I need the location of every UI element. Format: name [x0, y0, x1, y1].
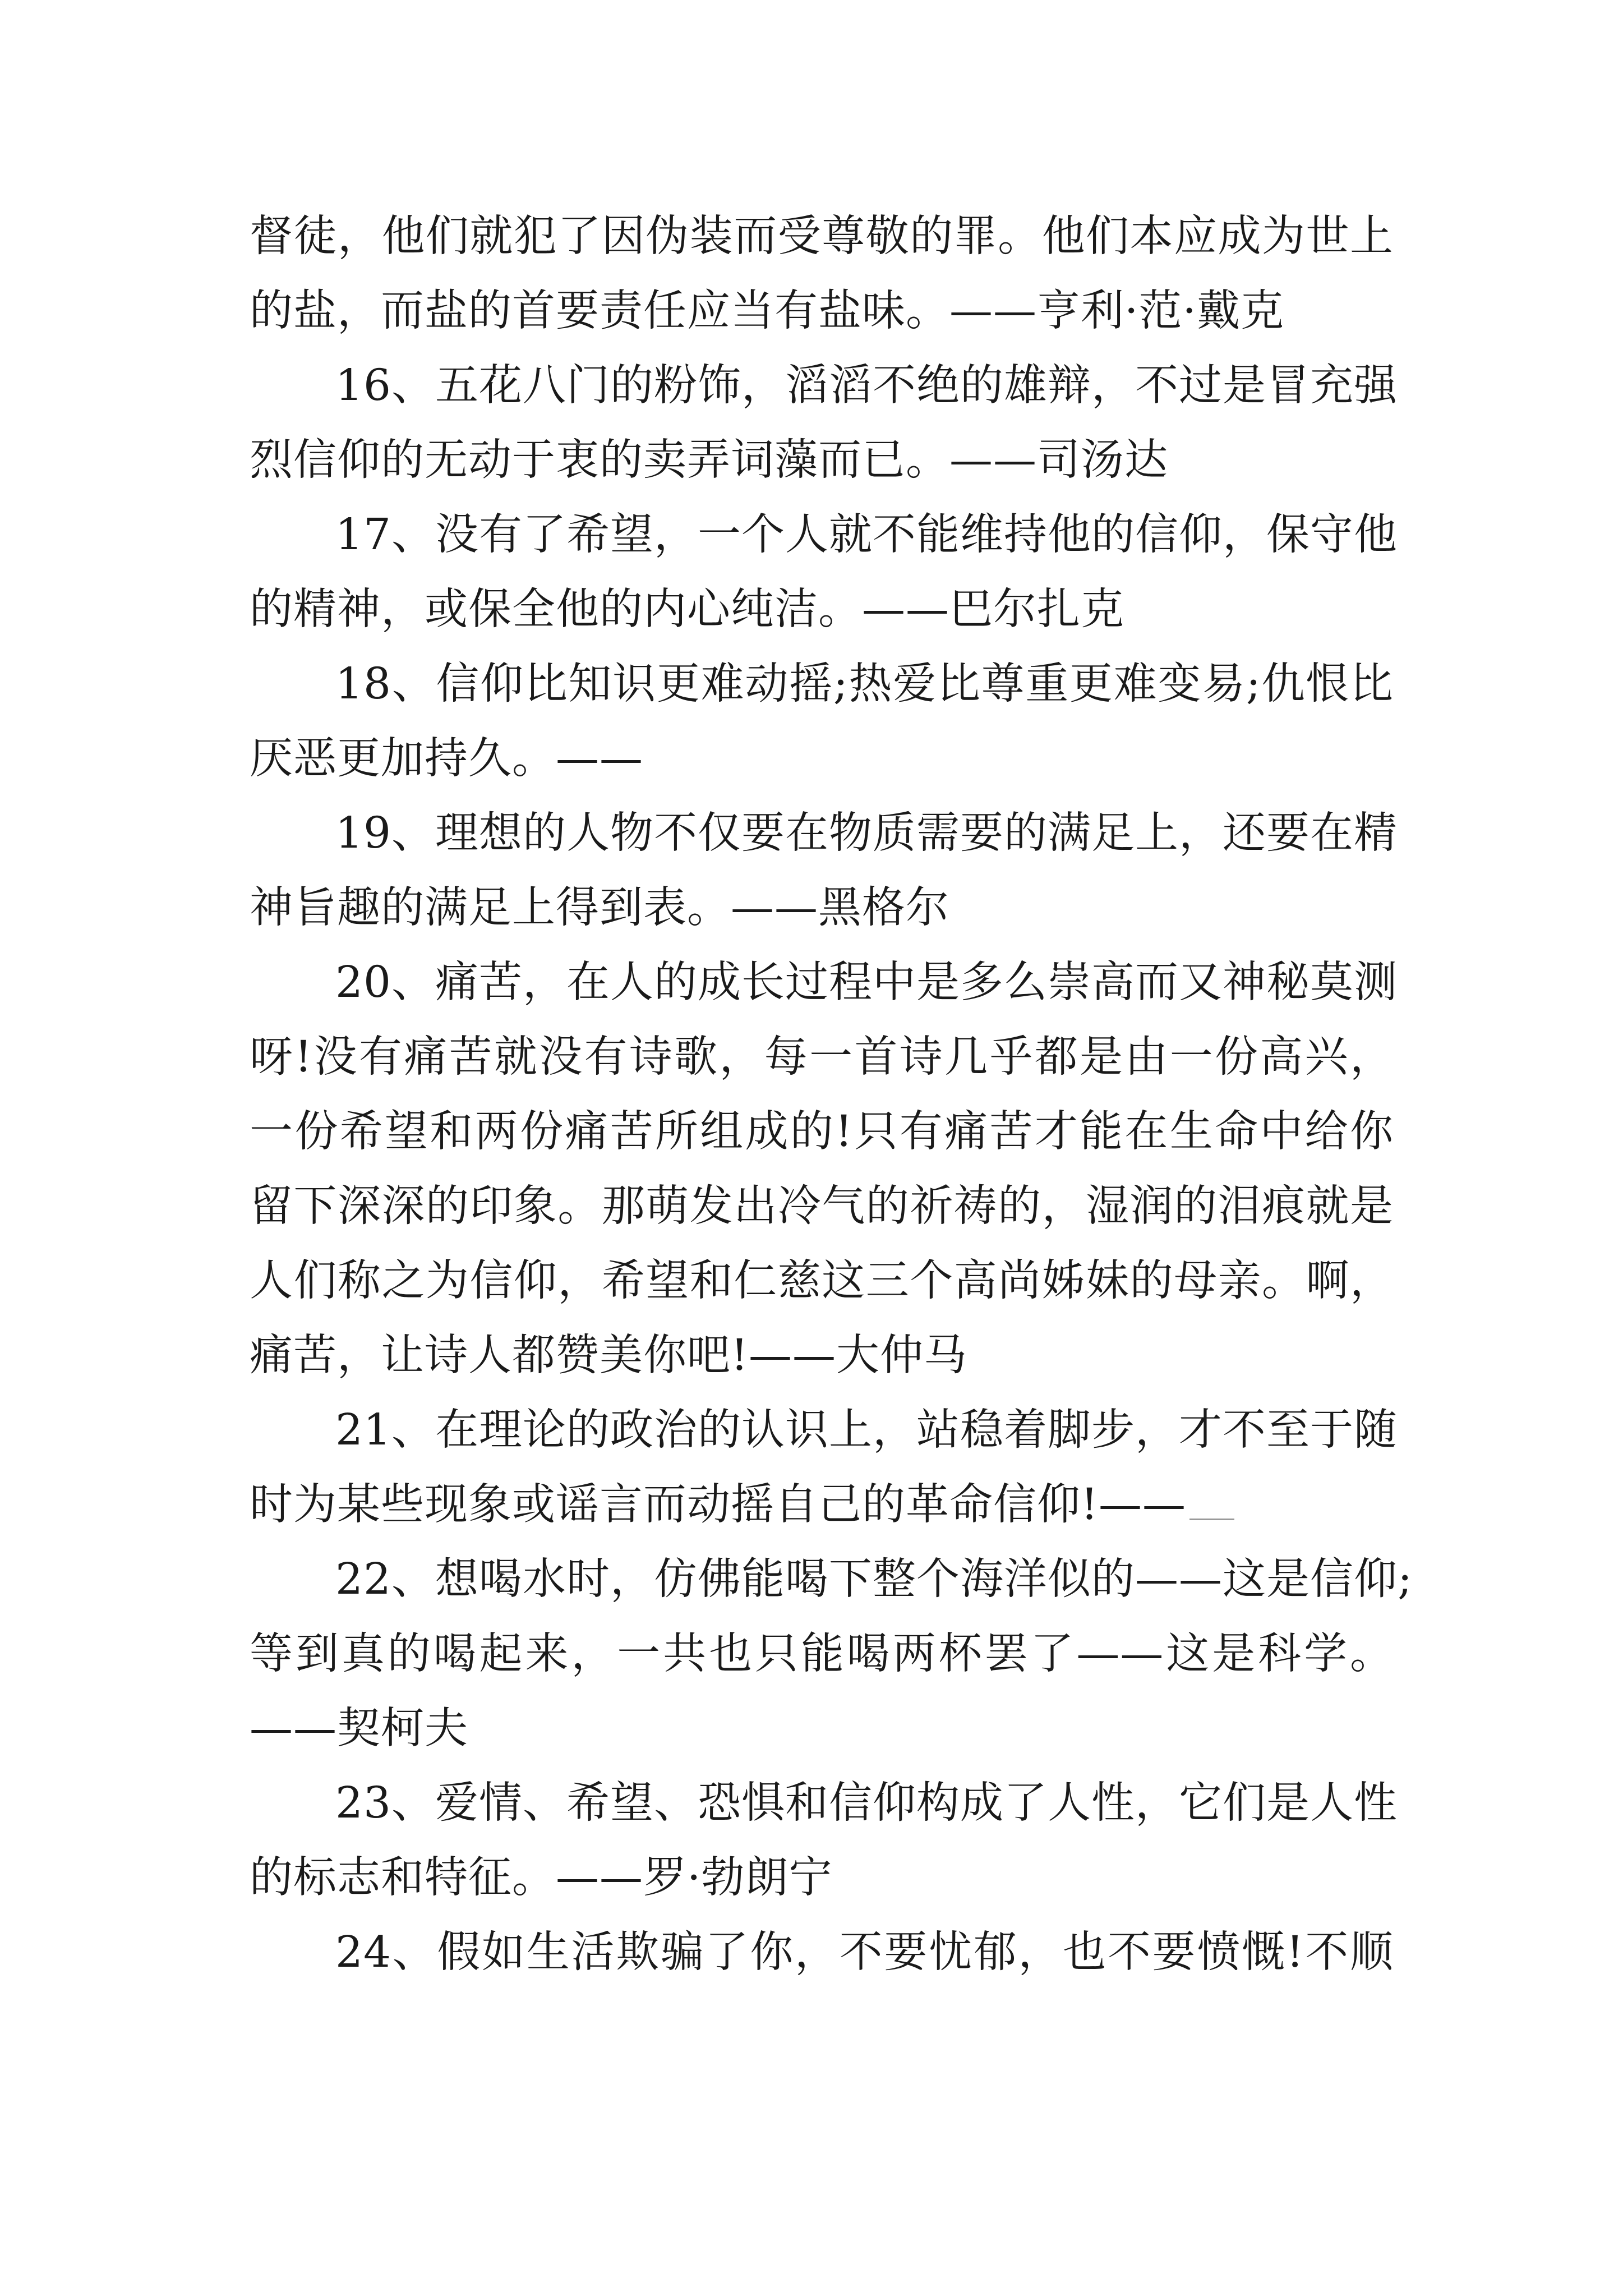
paragraph-16-line: 16、五花八门的粉饰，滔滔不绝的雄辩，不过是冒充强 [335, 361, 1398, 411]
paragraph-20-line: 20、痛苦，在人的成长过程中是多么崇高而又神秘莫测 [335, 958, 1398, 1007]
text-line: ——契柯夫 [250, 1704, 468, 1754]
text-line-with-blank [250, 1471, 1394, 1539]
text-line: 神旨趣的满足上得到表。——黑格尔 [250, 883, 949, 933]
text-line: 痛苦，让诗人都赞美你吧!——大仲马 [250, 1331, 967, 1381]
paragraph-23-line: 23、爱情、希望、恐惧和信仰构成了人性，它们是人性 [335, 1778, 1398, 1828]
paragraph-21-line: 21、在理论的政治的认识上，站稳着脚步，才不至于随 [335, 1405, 1398, 1455]
paragraph-18-line: 18、信仰比知识更难动摇;热爱比尊重更难变易;仇恨比 [335, 659, 1394, 709]
text-line: 督徒，他们就犯了因伪装而受尊敬的罪。他们本应成为世上 [250, 211, 1394, 261]
text-line: 一份希望和两份痛苦所组成的!只有痛苦才能在生命中给你 [250, 1107, 1394, 1157]
text-line: 的标志和特征。——罗·勃朗宁 [250, 1853, 833, 1903]
text-line: 厌恶更加持久。—— [250, 734, 643, 784]
text-line: 呀!没有痛苦就没有诗歌，每一首诗几乎都是由一份高兴， [250, 1032, 1394, 1082]
paragraph-17-line: 17、没有了希望，一个人就不能维持他的信仰，保守他 [335, 510, 1398, 560]
text-line: 烈信仰的无动于衷的卖弄词藻而已。——司汤达 [250, 435, 1168, 485]
text-line: 留下深深的印象。那萌发出冷气的祈祷的，湿润的泪痕就是 [250, 1181, 1394, 1231]
author-blank [1189, 1516, 1234, 1520]
text-line: 人们称之为信仰，希望和仁慈这三个高尚姊妹的母亲。啊， [250, 1256, 1394, 1306]
paragraph-24-line: 24、假如生活欺骗了你，不要忧郁，也不要愤慨!不顺 [335, 1927, 1394, 1977]
text-line: 的精神，或保全他的内心纯洁。——巴尔扎克 [250, 585, 1124, 634]
text-line: 时为某些现象或谣言而动摇自己的革命信仰!—— [250, 1480, 1186, 1530]
paragraph-22-line: 22、想喝水时，仿佛能喝下整个海洋似的——这是信仰; [335, 1554, 1413, 1604]
text-line: 等到真的喝起来，一共也只能喝两杯罢了——这是科学。 [250, 1629, 1394, 1679]
paragraph-19-line: 19、理想的人物不仅要在物质需要的满足上，还要在精 [335, 808, 1398, 858]
text-line: 的盐，而盐的首要责任应当有盐味。——亨利·范·戴克 [250, 286, 1284, 336]
